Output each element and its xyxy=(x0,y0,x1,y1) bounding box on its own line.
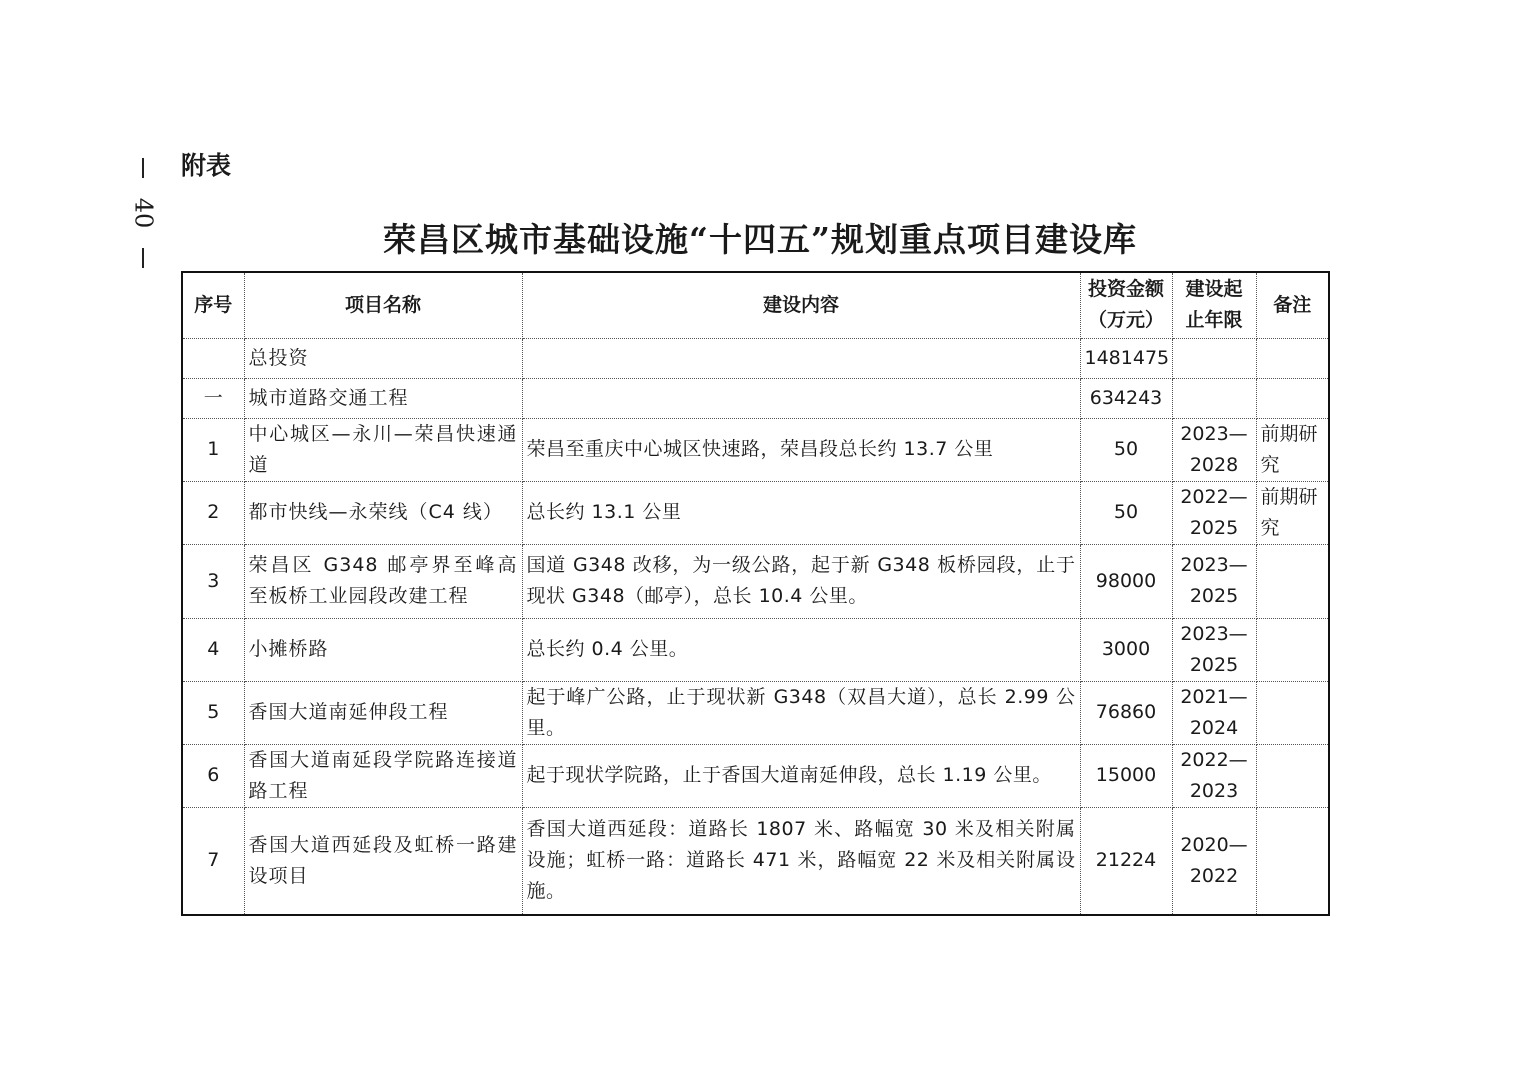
header-name: 项目名称 xyxy=(244,272,522,338)
header-amount xyxy=(1080,272,1172,338)
row-period-end: 2025 xyxy=(1189,585,1239,607)
row-amount: 1481475 xyxy=(1080,338,1172,378)
row-name: 荣昌区 G348 邮亭界至峰高至板桥工业园段改建工程 xyxy=(244,544,522,618)
row-name: 中心城区—永川—荣昌快速通道 xyxy=(244,418,522,481)
project-table xyxy=(181,271,1330,916)
row-no: 7 xyxy=(182,807,244,915)
row-name: 总投资 xyxy=(244,338,522,378)
header-note: 备注 xyxy=(1256,272,1329,338)
row-period-start: 2022— xyxy=(1180,748,1248,771)
row-note: 前期研究 xyxy=(1256,481,1329,544)
row-note xyxy=(1256,807,1329,915)
row-period xyxy=(1172,744,1256,807)
row-period xyxy=(1172,618,1256,681)
table-header-row xyxy=(182,272,1329,338)
table-row xyxy=(182,681,1329,744)
row-period xyxy=(1172,418,1256,481)
row-no: 5 xyxy=(182,681,244,744)
table-row xyxy=(182,418,1329,481)
header-period-line2: 止年限 xyxy=(1185,309,1243,332)
row-content: 总长约 0.4 公里。 xyxy=(522,618,1080,681)
row-period xyxy=(1172,481,1256,544)
row-no: 一 xyxy=(182,378,244,418)
row-amount: 15000 xyxy=(1080,744,1172,807)
row-content: 起于现状学院路，止于香国大道南延伸段，总长 1.19 公里。 xyxy=(522,744,1080,807)
table-row xyxy=(182,481,1329,544)
row-no: 3 xyxy=(182,544,244,618)
header-period xyxy=(1172,272,1256,338)
row-period-start: 2023— xyxy=(1180,554,1248,576)
header-no: 序号 xyxy=(182,272,244,338)
row-note xyxy=(1256,744,1329,807)
document-title: 荣昌区城市基础设施“十四五”规划重点项目建设库 xyxy=(383,220,1137,259)
row-content xyxy=(522,338,1080,378)
row-no: 6 xyxy=(182,744,244,807)
row-period-end: 2025 xyxy=(1189,653,1239,676)
row-note xyxy=(1256,681,1329,744)
row-note xyxy=(1256,378,1329,418)
row-period-end: 2028 xyxy=(1189,453,1239,476)
row-amount: 3000 xyxy=(1080,618,1172,681)
row-period-end: 2022 xyxy=(1189,864,1239,887)
row-period-start: 2023— xyxy=(1180,422,1248,445)
row-period-start: 2022— xyxy=(1180,485,1248,508)
row-name: 香国大道南延段学院路连接道路工程 xyxy=(244,744,522,807)
row-period-end: 2024 xyxy=(1189,716,1239,739)
row-no: 2 xyxy=(182,481,244,544)
row-name: 香国大道西延段及虹桥一路建设项目 xyxy=(244,807,522,915)
row-period-start: 2021— xyxy=(1180,685,1248,708)
header-amount-line2: （万元） xyxy=(1087,309,1164,332)
row-period-end: 2023 xyxy=(1189,779,1239,802)
appendix-label: 附表 xyxy=(181,151,232,180)
row-period xyxy=(1172,544,1256,618)
table-row xyxy=(182,378,1329,418)
row-content: 总长约 13.1 公里 xyxy=(522,481,1080,544)
table-row xyxy=(182,744,1329,807)
table-row xyxy=(182,807,1329,915)
row-note xyxy=(1256,618,1329,681)
table-row xyxy=(182,544,1329,618)
row-content: 香国大道西延段：道路长 1807 米、路幅宽 30 米及相关附属设施；虹桥一路：道路长 471 米，路幅宽 22 米及相关附属设施。 xyxy=(522,807,1080,915)
row-period xyxy=(1172,338,1256,378)
row-amount: 98000 xyxy=(1080,544,1172,618)
header-content: 建设内容 xyxy=(522,272,1080,338)
page-number-value: 40 xyxy=(128,197,157,229)
row-no xyxy=(182,338,244,378)
row-content xyxy=(522,378,1080,418)
row-note xyxy=(1256,544,1329,618)
row-period-end: 2025 xyxy=(1189,516,1239,539)
table-row xyxy=(182,618,1329,681)
row-name: 小摊桥路 xyxy=(244,618,522,681)
row-period-start: 2023— xyxy=(1180,622,1248,645)
page-number-dash-top xyxy=(142,158,144,178)
row-amount: 21224 xyxy=(1080,807,1172,915)
row-amount: 76860 xyxy=(1080,681,1172,744)
row-note xyxy=(1256,338,1329,378)
row-period-start: 2020— xyxy=(1180,833,1248,856)
header-period-line1: 建设起 xyxy=(1185,278,1243,301)
row-period xyxy=(1172,378,1256,418)
table-row xyxy=(182,338,1329,378)
row-amount: 50 xyxy=(1080,481,1172,544)
row-name: 香国大道南延伸段工程 xyxy=(244,681,522,744)
row-period xyxy=(1172,681,1256,744)
row-no: 1 xyxy=(182,418,244,481)
row-name: 城市道路交通工程 xyxy=(244,378,522,418)
row-name: 都市快线—永荣线（C4 线） xyxy=(244,481,522,544)
row-content: 荣昌至重庆中心城区快速路，荣昌段总长约 13.7 公里 xyxy=(522,418,1080,481)
row-note: 前期研究 xyxy=(1256,418,1329,481)
row-amount: 50 xyxy=(1080,418,1172,481)
row-period xyxy=(1172,807,1256,915)
header-amount-line1: 投资金额 xyxy=(1087,278,1164,301)
row-amount: 634243 xyxy=(1080,378,1172,418)
row-content: 国道 G348 改移，为一级公路，起于新 G348 板桥园段，止于现状 G348（邮亭），总长 10.4 公里。 xyxy=(522,544,1080,618)
row-no: 4 xyxy=(182,618,244,681)
row-content: 起于峰广公路，止于现状新 G348（双昌大道），总长 2.99 公里。 xyxy=(522,681,1080,744)
